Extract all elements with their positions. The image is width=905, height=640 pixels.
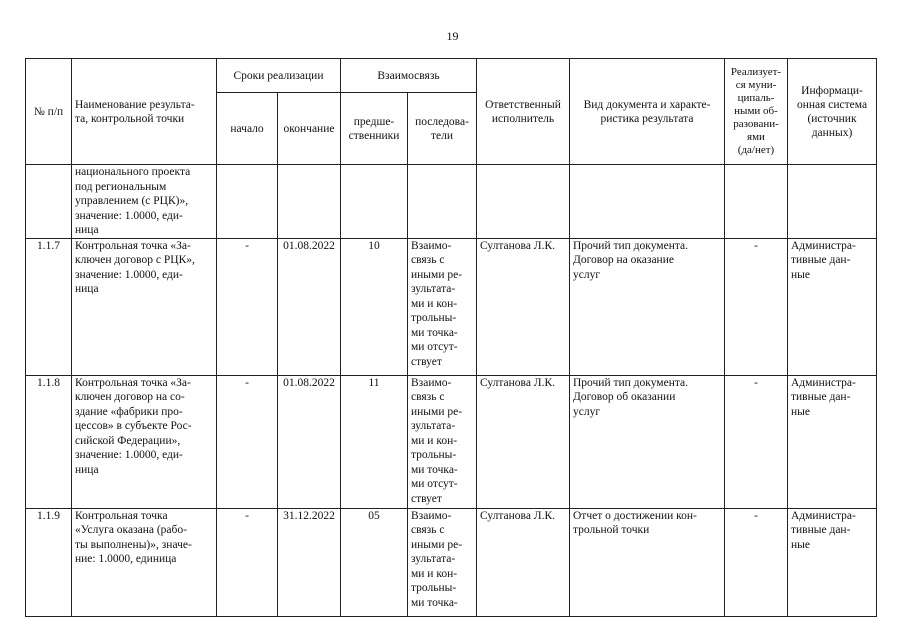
- header-document: Вид документа и характе- ристика результата: [570, 59, 725, 165]
- cell-num: 1.1.7: [26, 238, 72, 375]
- cell-document: Прочий тип документа. Договор на оказание услуг: [570, 238, 725, 375]
- header-relation: Взаимосвязь: [341, 59, 477, 93]
- cell-responsible: Султанова Л.К.: [477, 508, 570, 616]
- cell-start: -: [217, 238, 278, 375]
- header-info-system: Информаци- онная система (источник данных): [788, 59, 877, 165]
- cell-successors: Взаимо- связь с иными ре- зультата- ми и кон- трольны- ми точка-: [408, 508, 477, 616]
- page-number: 19: [446, 29, 459, 43]
- cell-predecessors: 11: [341, 375, 408, 508]
- header-terms: Сроки реализации: [217, 59, 341, 93]
- cell-successors: Взаимо- связь с иными ре- зультата- ми и кон- трольны- ми точка- ми отсут- ствует: [408, 238, 477, 375]
- cell-predecessors: 05: [341, 508, 408, 616]
- cell-municipal: -: [725, 508, 788, 616]
- cell-successors: Взаимо- связь с иными ре- зультата- ми и кон- трольны- ми точка- ми отсут- ствует: [408, 375, 477, 508]
- header-successors: последова- тели: [408, 93, 477, 165]
- cell-name: Контрольная точка «За- ключен договор на со- здание «фабрики про- цессов» в субъекте Рос- сийской Федерации», значение: 1.0000, еди- ница: [72, 375, 217, 508]
- table-row: [26, 375, 877, 508]
- cell-num: 1.1.9: [26, 508, 72, 616]
- cell-name: национального проекта под региональным управлением (с РЦК)», значение: 1.0000, еди- ница: [72, 165, 217, 239]
- cell-start: -: [217, 375, 278, 508]
- cell-info-system: Администра- тивные дан- ные: [788, 375, 877, 508]
- cell-name: Контрольная точка «Услуга оказана (рабо- ты выполнены)», значе- ние: 1.0000, единица: [72, 508, 217, 616]
- cell-document: Прочий тип документа. Договор об оказании услуг: [570, 375, 725, 508]
- cell-responsible: Султанова Л.К.: [477, 375, 570, 508]
- header-predecessors: предше- ственники: [341, 93, 408, 165]
- cell-start: -: [217, 508, 278, 616]
- table-row: [26, 238, 877, 375]
- table-row: [26, 508, 877, 616]
- cell-responsible: Султанова Л.К.: [477, 238, 570, 375]
- cell-end: 01.08.2022: [278, 375, 341, 508]
- header-name: Наименование результа- та, контрольной точки: [72, 59, 217, 165]
- cell-info-system: Администра- тивные дан- ные: [788, 508, 877, 616]
- cell-num: [26, 165, 72, 239]
- cell-municipal: -: [725, 238, 788, 375]
- cell-info-system: Администра- тивные дан- ные: [788, 238, 877, 375]
- cell-num: 1.1.8: [26, 375, 72, 508]
- header-start: начало: [217, 93, 278, 165]
- header-end: окончание: [278, 93, 341, 165]
- cell-end: 31.12.2022: [278, 508, 341, 616]
- header-num: № п/п: [26, 59, 72, 165]
- control-points-table: [25, 58, 877, 617]
- header-responsible: Ответственный исполнитель: [477, 59, 570, 165]
- header-municipal: Реализует- ся муни- ципаль- ными об- разовани- ями (да/нет): [725, 59, 788, 165]
- cell-document: Отчет о достижении кон- трольной точки: [570, 508, 725, 616]
- cell-predecessors: 10: [341, 238, 408, 375]
- cell-end: 01.08.2022: [278, 238, 341, 375]
- table-row-continuation: [26, 165, 877, 239]
- cell-name: Контрольная точка «За- ключен договор с РЦК», значение: 1.0000, еди- ница: [72, 238, 217, 375]
- cell-municipal: -: [725, 375, 788, 508]
